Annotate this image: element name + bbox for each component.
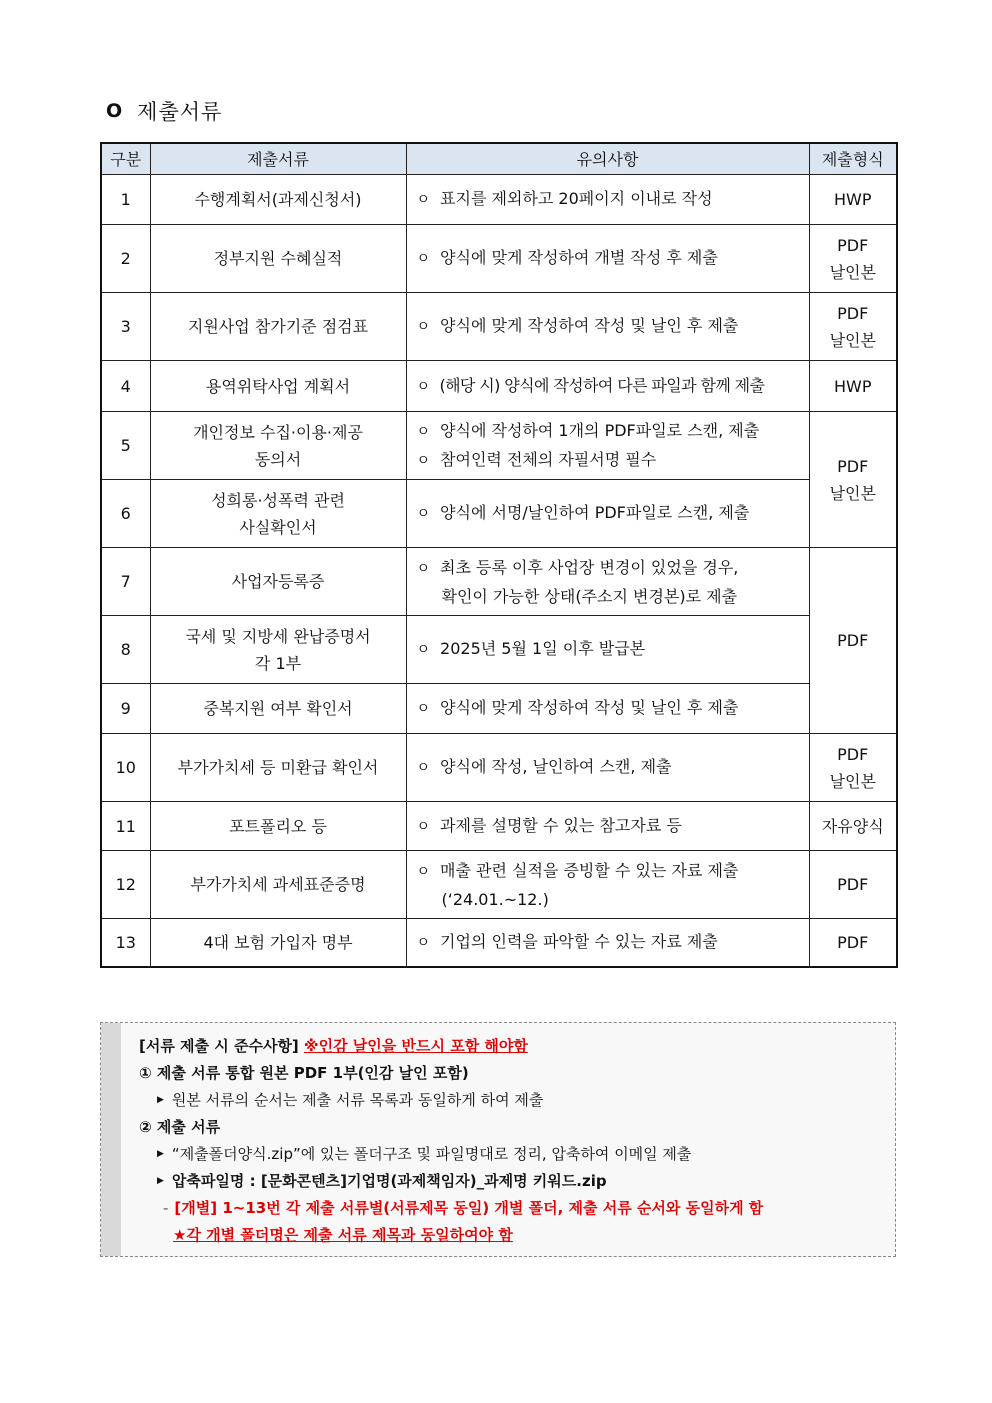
row-notes [406,734,809,802]
table-row [101,361,897,412]
note-text: 확인이 가능한 상태(주소지 변경본)로 제출 [441,586,738,606]
row-notes [406,361,809,412]
table-row [101,293,897,361]
row-format: 자유양식 [809,802,897,851]
row-format: PDF [809,851,897,919]
format-line: 날인본 [829,771,876,791]
header-notes: 유의사항 [406,143,809,175]
note-bullet: ㅇ [416,863,431,880]
row-format: HWP [809,361,897,412]
note-line [417,554,805,583]
note-bullet: ㅇ [416,818,431,835]
section-title [106,96,222,126]
notice-item2-sub2-text: 압축파일명 : [문화콘텐츠]기업명(과제책임자)_과제명 키워드.zip [171,1172,607,1190]
format-line: PDF [837,744,869,764]
notice-content [139,1033,885,1249]
doc-line: 국세 및 지방세 완납증명서 [185,626,371,646]
note-text: 기업의 인력을 파악할 수 있는 자료 제출 [440,931,718,951]
row-doc: 포트폴리오 등 [150,802,406,851]
note-bullet: ㅇ [416,378,430,395]
table-row [101,175,897,225]
row-format [809,293,897,361]
table-row [101,480,897,548]
row-notes [406,802,809,851]
note-bullet: ㅇ [416,192,431,208]
note-text: (‘24.01.~12.) [441,889,549,909]
note-line [417,417,805,446]
section-title-text: 제출서류 [137,100,223,124]
row-no: 11 [101,802,150,851]
row-format: PDF [809,919,897,967]
note-text: 양식에 서명/날인하여 PDF파일로 스캔, 제출 [440,503,750,522]
note-bullet: ㅇ [416,423,431,440]
row-notes [406,175,809,225]
format-line: PDF [837,235,869,255]
table-row [101,919,897,967]
note-line [417,857,805,886]
note-text: 표지를 제외하고 20페이지 이내로 작성 [440,189,713,208]
format-line: 날인본 [829,483,876,503]
row-notes [406,616,809,684]
row-no: 12 [101,851,150,919]
notice-side-bar [101,1023,121,1256]
notice-item2-sub4: ★각 개별 폴더명은 제출 서류 제목과 동일하여야 함 [173,1226,513,1244]
notice-warning: ※인감 날인을 반드시 포함 해야함 [304,1037,528,1055]
row-doc: 중복지원 여부 확인서 [150,684,406,734]
row-notes [406,684,809,734]
row-doc: 부가가치세 과세표준증명 [150,851,406,919]
row-doc: 용역위탁사업 계획서 [150,361,406,412]
note-bullet: ㅇ [416,506,431,522]
notice-heading-text: [서류 제출 시 준수사항] [139,1037,299,1055]
note-text: 양식에 맞게 작성하여 작성 및 날인 후 제출 [440,316,739,335]
row-notes [406,225,809,293]
note-bullet: ㅇ [416,934,431,951]
header-doc: 제출서류 [150,143,406,175]
notice-item2-sub3 [139,1195,885,1222]
note-text: 과제를 설명할 수 있는 참고자료 등 [440,815,682,835]
note-text: 양식에 맞게 작성하여 작성 및 날인 후 제출 [440,698,739,717]
row-no: 5 [101,412,150,480]
triangle-bullet-icon: ▶ [157,1149,164,1159]
row-no: 4 [101,361,150,412]
table-row [101,616,897,684]
note-text: (해당 시) 양식에 작성하여 다른 파일과 함께 제출 [439,375,765,395]
row-format-merged [809,412,897,548]
notice-item2-sub2 [139,1168,885,1195]
table-header-row [101,143,897,175]
table-row [101,734,897,802]
note-text: 매출 관련 실적을 증빙할 수 있는 자료 제출 [440,860,739,880]
row-no: 9 [101,684,150,734]
format-line: 날인본 [829,262,876,282]
header-no: 구분 [101,143,150,175]
documents-table [100,142,898,968]
note-text: 최초 등록 이후 사업장 변경이 있었을 경우, [440,557,739,577]
row-notes [406,919,809,967]
table-row [101,548,897,616]
row-doc: 수행계획서(과제신청서) [150,175,406,225]
notice-item2-title: ② 제출 서류 [139,1118,221,1136]
notice-item2-sub1-text: “제출폴더양식.zip”에 있는 폴더구조 및 파일명대로 정리, 압축하여 이메일 제출 [171,1145,692,1163]
notice-item2-sub3-text: [개별] 1~13번 각 제출 서류별(서류제목 동일) 개별 폴더, 제출 서류 순서와 동일하게 함 [174,1199,764,1217]
notice-item1-title: ① 제출 서류 통합 원본 PDF 1부(인감 날인 포함) [139,1064,469,1082]
triangle-bullet-icon: ▶ [157,1176,164,1186]
row-doc: 지원사업 참가기준 점검표 [150,293,406,361]
note-bullet: ㅇ [416,319,431,335]
note-bullet: ㅇ [416,560,431,577]
doc-line: 사실확인서 [239,517,317,537]
note-bullet: ㅇ [416,701,431,717]
table-row [101,802,897,851]
row-no: 8 [101,616,150,684]
row-notes [406,480,809,548]
row-no: 1 [101,175,150,225]
notice-item1-sub-text: 원본 서류의 순서는 제출 서류 목록과 동일하게 하여 제출 [171,1091,544,1109]
format-line: PDF [837,303,869,323]
notice-item2-sub1 [139,1141,885,1168]
format-line: PDF [837,456,869,476]
row-format-merged: PDF [809,548,897,734]
row-doc: 부가가치세 등 미환급 확인서 [150,734,406,802]
note-text: 참여인력 전체의 자필서명 필수 [440,449,657,469]
row-doc [150,480,406,548]
row-notes [406,851,809,919]
row-doc: 4대 보험 가입자 명부 [150,919,406,967]
row-format: HWP [809,175,897,225]
note-bullet: ㅇ [416,452,431,469]
row-no: 2 [101,225,150,293]
doc-line: 성희롱·성폭력 관련 [211,490,345,510]
format-line: 날인본 [829,330,876,350]
row-no: 13 [101,919,150,967]
notice-heading [139,1033,885,1060]
triangle-bullet-icon: ▶ [157,1095,164,1105]
row-format [809,734,897,802]
row-no: 7 [101,548,150,616]
table-row [101,225,897,293]
note-bullet: ㅇ [416,642,431,658]
note-bullet: ㅇ [416,760,431,776]
row-format [809,225,897,293]
doc-line: 각 1부 [254,653,302,673]
row-no: 10 [101,734,150,802]
table-row [101,684,897,734]
row-doc [150,412,406,480]
note-line [417,446,805,475]
section-bullet: O [106,100,124,122]
submission-notice-box [100,1022,896,1257]
table-row [101,851,897,919]
note-bullet: ㅇ [416,251,431,267]
note-text: 양식에 작성하여 1개의 PDF파일로 스캔, 제출 [440,420,760,440]
note-text: 2025년 5월 1일 이후 발급본 [440,639,646,658]
note-text: 양식에 맞게 작성하여 개별 작성 후 제출 [440,248,718,267]
note-text: 양식에 작성, 날인하여 스캔, 제출 [440,757,672,776]
row-doc: 정부지원 수혜실적 [150,225,406,293]
row-notes [406,412,809,480]
row-notes [406,293,809,361]
row-notes [406,548,809,616]
header-format: 제출형식 [809,143,897,175]
doc-line: 개인정보 수집·이용·제공 [193,422,363,442]
row-doc [150,616,406,684]
dash-bullet: - [163,1199,169,1217]
row-doc: 사업자등록증 [150,548,406,616]
doc-line: 동의서 [254,449,302,469]
row-no: 3 [101,293,150,361]
table-row [101,412,897,480]
row-no: 6 [101,480,150,548]
notice-item1-sub [139,1087,885,1114]
